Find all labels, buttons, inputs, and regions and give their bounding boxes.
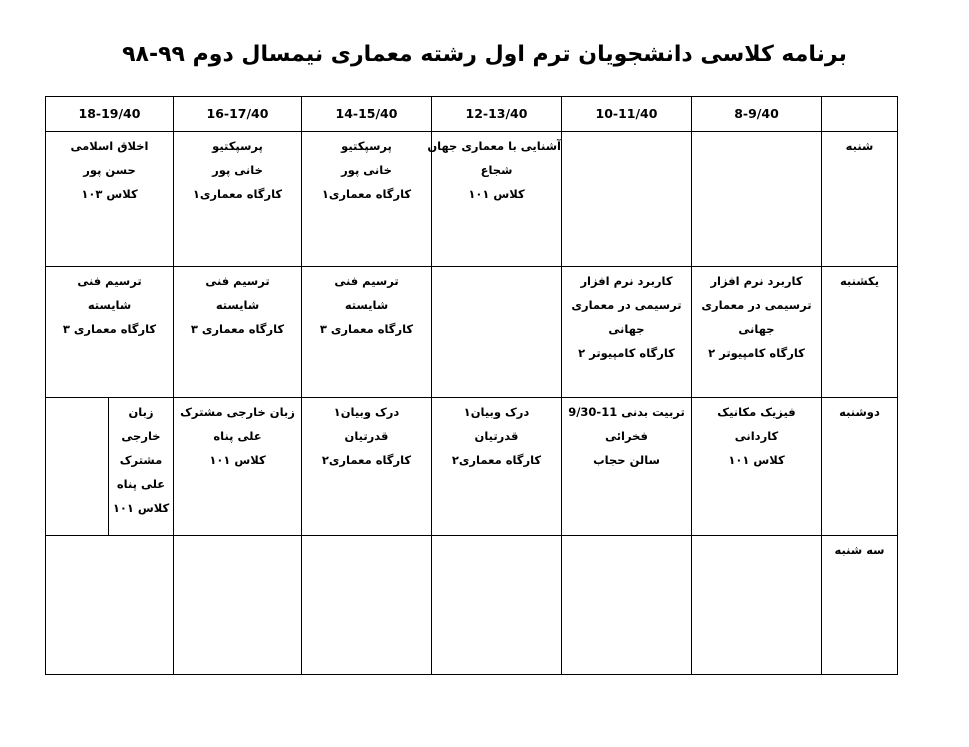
class-cell (302, 267, 432, 398)
class-cell-line: کلاس ۱۰۱ (728, 453, 785, 467)
class-cell-line: پرسپکتیو (212, 139, 263, 153)
class-cell-line: حسن پور (83, 163, 136, 177)
class-cell-line: آشنایی با معماری جهان (427, 139, 561, 153)
class-cell-line: جهانی (608, 322, 645, 336)
day-name: یکشنبه (839, 274, 880, 288)
class-cell-line: کارگاه معماری۱ (192, 187, 283, 201)
class-cell (427, 132, 562, 267)
class-cell-line: پرسپکتیو (341, 139, 392, 153)
class-cell (174, 267, 302, 398)
day-label (822, 267, 898, 398)
class-cell-line: علی پناه (213, 429, 262, 443)
class-cell (562, 398, 692, 536)
class-cell-line: ترسیمی در معماری (701, 298, 812, 312)
class-cell-line: فخرائی (605, 429, 648, 443)
class-cell-line: شایسته (87, 298, 132, 312)
class-cell (432, 267, 562, 398)
page-title: برنامه کلاسی دانشجویان ترم اول رشته معماری نیمسال دوم ۹۹-۹۸ (122, 42, 847, 67)
class-cell-line: خارجی (121, 429, 161, 443)
class-cell-line: کارگاه معماری ۳ (62, 322, 157, 336)
class-cell (692, 267, 822, 398)
time-slot-header: 18-19/40 (46, 97, 174, 132)
day-row (46, 536, 898, 675)
class-cell-line: قدرتیان (344, 429, 389, 443)
day-row (46, 398, 898, 536)
class-cell-line: فیزیک مکانیک (717, 405, 796, 419)
class-cell-line: کلاس ۱۰۳ (81, 187, 138, 201)
class-cell-line: کاردانی (734, 429, 779, 443)
class-cell-line: خانی پور (212, 163, 263, 177)
class-cell-line: کاربرد نرم افزار (710, 274, 803, 288)
class-cell (174, 536, 302, 675)
class-cell-line: کارگاه کامپیوتر ۲ (708, 346, 805, 360)
class-cell-line: قدرتیان (474, 429, 519, 443)
class-cell-line: درک وبیان۱ (463, 405, 530, 419)
day-label (822, 398, 898, 536)
class-cell (562, 536, 692, 675)
class-cell-line: سالن حجاب (593, 453, 660, 467)
corner-cell (822, 97, 898, 132)
class-cell-line: علی پناه (116, 477, 166, 491)
time-slot-header: 12-13/40 (432, 97, 562, 132)
class-cell-line: درک وبیان۱ (333, 405, 400, 419)
class-cell (302, 398, 432, 536)
day-label (822, 536, 898, 675)
class-cell (46, 536, 174, 675)
time-slot-header: 8-9/40 (692, 97, 822, 132)
class-cell-line: کارگاه کامپیوتر ۲ (578, 346, 675, 360)
class-cell-line: شایسته (215, 298, 260, 312)
class-cell-line: خانی پور (341, 163, 392, 177)
class-cell (174, 132, 302, 267)
class-cell-line: کلاس ۱۰۱ (112, 501, 170, 515)
day-row (46, 132, 898, 267)
class-cell-line: کارگاه معماری۱ (321, 187, 412, 201)
class-cell-line: کارگاه معماری۲ (321, 453, 412, 467)
class-cell-line: تربیت بدنی 11-9/30 (568, 405, 685, 419)
class-cell-line: مشترک (119, 453, 163, 467)
time-slot-header: 14-15/40 (302, 97, 432, 132)
class-cell-line: زبان خارجی مشترک (180, 405, 295, 419)
class-cell (692, 132, 822, 267)
class-cell-line: جهانی (738, 322, 775, 336)
class-cell-line: کارگاه معماری۲ (451, 453, 542, 467)
class-cell-split (46, 398, 174, 536)
class-cell-line: اخلاق اسلامی (70, 139, 149, 153)
class-cell-line: ترسیم فنی (205, 274, 270, 288)
class-cell-line: کلاس ۱۰۱ (209, 453, 266, 467)
day-label (822, 132, 898, 267)
day-name: سه شنبه (834, 543, 885, 557)
class-cell (562, 267, 692, 398)
time-slot-header: 16-17/40 (174, 97, 302, 132)
class-cell-line: شجاع (480, 163, 513, 177)
class-cell (302, 132, 432, 267)
class-cell-line: شایسته (344, 298, 389, 312)
day-name: دوشنبه (839, 405, 880, 419)
day-name: شنبه (845, 139, 874, 153)
time-slot-header: 10-11/40 (562, 97, 692, 132)
day-row (46, 267, 898, 398)
class-cell-line: کلاس ۱۰۱ (468, 187, 525, 201)
class-cell-line: کارگاه معماری ۳ (190, 322, 285, 336)
class-cell (692, 398, 822, 536)
class-cell-line: کاربرد نرم افزار (580, 274, 673, 288)
header-row (46, 97, 898, 132)
class-cell (432, 398, 562, 536)
class-cell (562, 132, 692, 267)
class-cell (432, 536, 562, 675)
class-cell-line: ترسیم فنی (77, 274, 142, 288)
split-cell-content (108, 398, 173, 535)
class-cell-line: ترسیمی در معماری (571, 298, 682, 312)
split-cell-empty (46, 398, 108, 535)
class-cell-line: ترسیم فنی (334, 274, 399, 288)
class-schedule-table (45, 96, 898, 675)
class-cell (46, 267, 174, 398)
class-cell-line: کارگاه معماری ۳ (319, 322, 414, 336)
class-cell (692, 536, 822, 675)
class-cell (174, 398, 302, 536)
class-cell (302, 536, 432, 675)
class-cell (46, 132, 174, 267)
class-cell-line: زبان (128, 405, 154, 419)
